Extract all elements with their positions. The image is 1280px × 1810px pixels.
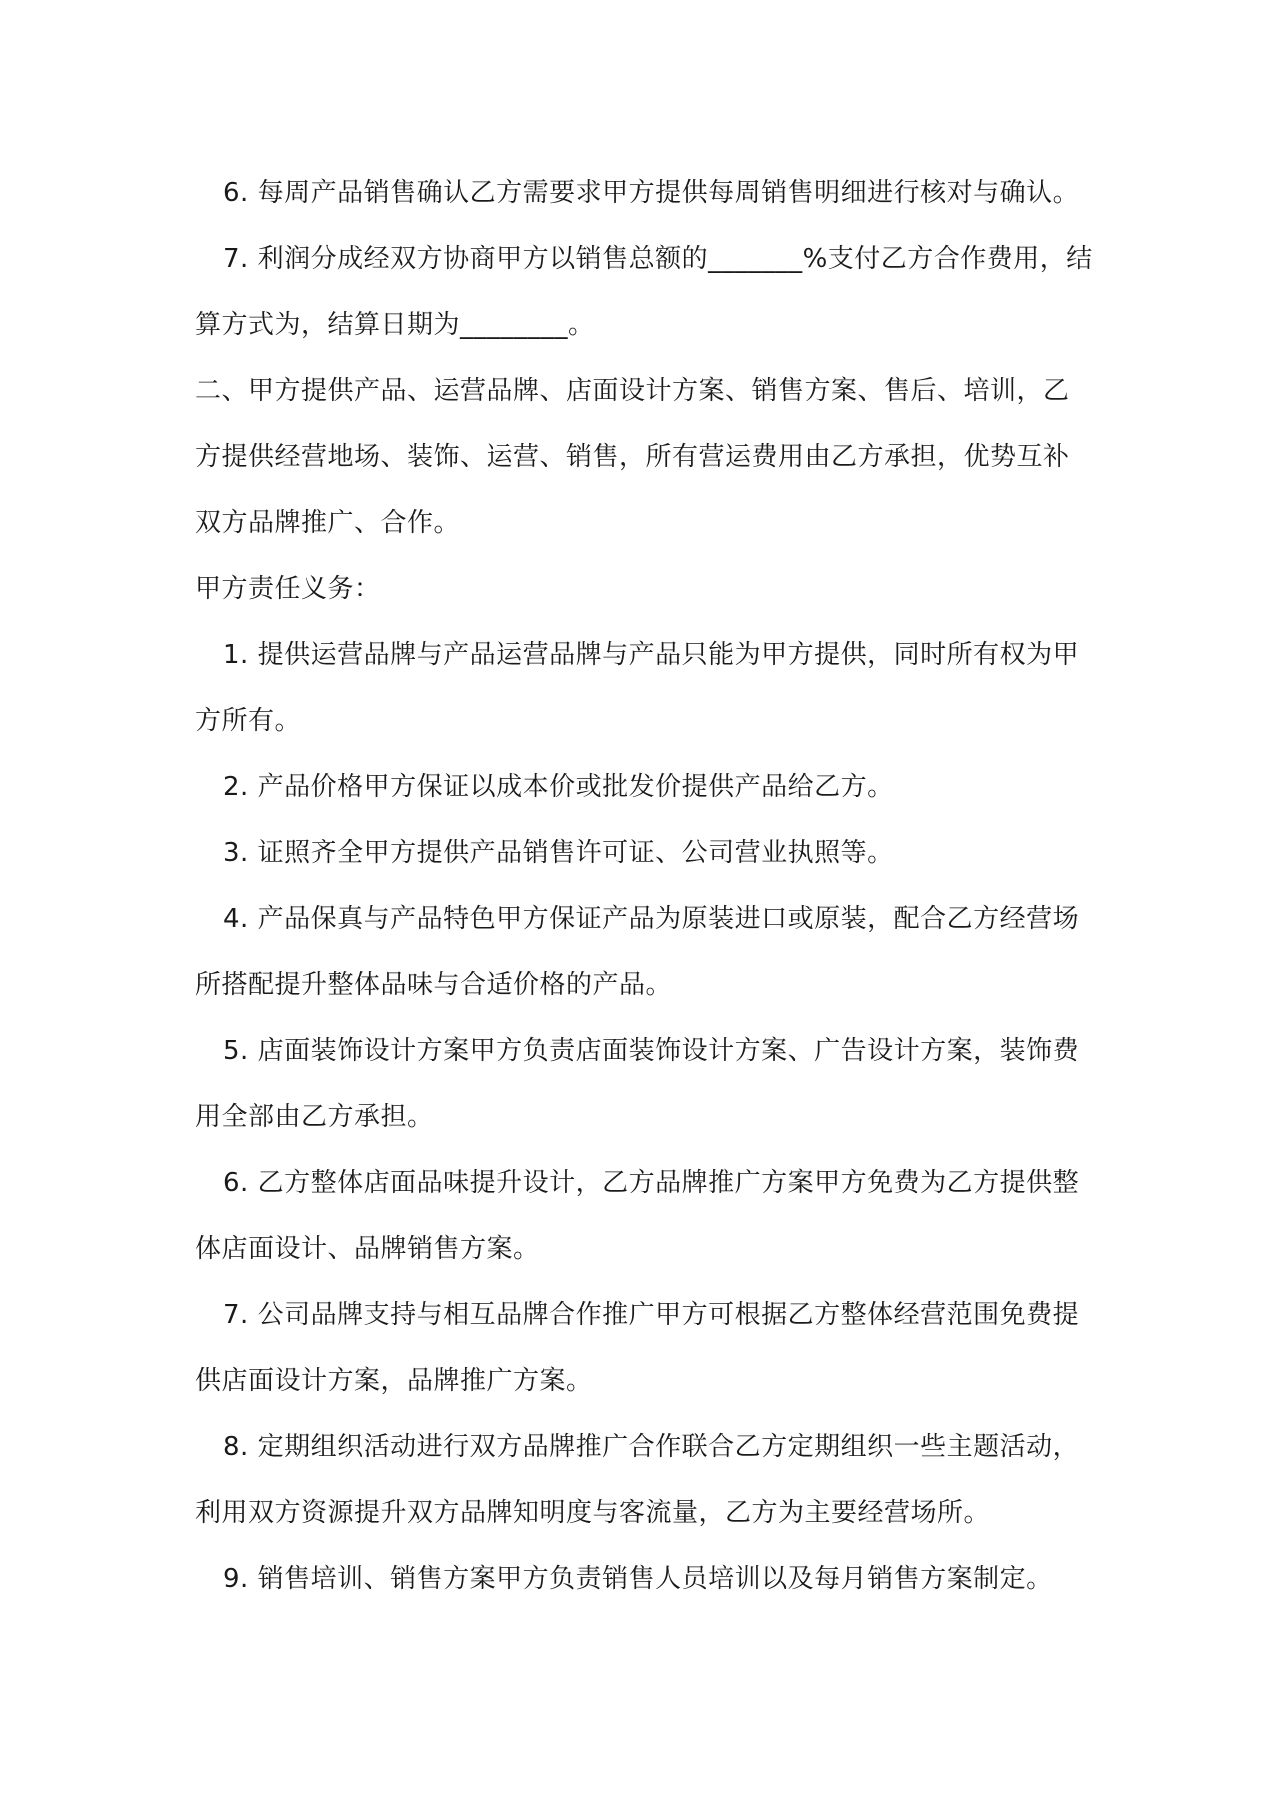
duty-item-8: 8. 定期组织活动进行双方品牌推广合作联合乙方定期组织一些主题活动，利用双方资源提升双方品牌知明度与客流量，乙方为主要经营场所。 xyxy=(195,1432,1080,1528)
duty-item-5: 5. 店面装饰设计方案甲方负责店面装饰设计方案、广告设计方案，装饰费用全部由乙方承担。 xyxy=(195,1036,1080,1132)
duty-item-6: 6. 乙方整体店面品味提升设计，乙方品牌推广方案甲方免费为乙方提供整体店面设计、品牌销售方案。 xyxy=(195,1168,1080,1264)
duty-item-1: 1. 提供运营品牌与产品运营品牌与产品只能为甲方提供，同时所有权为甲方所有。 xyxy=(195,640,1080,736)
document-body xyxy=(195,160,1095,1612)
duty-item-3: 3. 证照齐全甲方提供产品销售许可证、公司营业执照等。 xyxy=(223,838,894,868)
section-heading-party-a-duties: 甲方责任义务： xyxy=(195,574,381,604)
paragraph-item-6: 6. 每周产品销售确认乙方需要求甲方提供每周销售明细进行核对与确认。 xyxy=(223,178,1080,208)
duty-item-4: 4. 产品保真与产品特色甲方保证产品为原装进口或原装，配合乙方经营场所搭配提升整体品味与合适价格的产品。 xyxy=(195,904,1080,1000)
duty-item-2: 2. 产品价格甲方保证以成本价或批发价提供产品给乙方。 xyxy=(223,772,894,802)
paragraph-item-7: 7. 利润分成经双方协商甲方以销售总额的_______%支付乙方合作费用，结算方式为，结算日期为________。 xyxy=(195,244,1093,340)
duty-item-9: 9. 销售培训、销售方案甲方负责销售人员培训以及每月销售方案制定。 xyxy=(223,1564,1053,1594)
paragraph-section-two: 二、甲方提供产品、运营品牌、店面设计方案、销售方案、售后、培训，乙方提供经营地场、装饰、运营、销售，所有营运费用由乙方承担，优势互补双方品牌推广、合作。 xyxy=(195,376,1070,538)
duty-item-7: 7. 公司品牌支持与相互品牌合作推广甲方可根据乙方整体经营范围免费提供店面设计方案，品牌推广方案。 xyxy=(195,1300,1080,1396)
